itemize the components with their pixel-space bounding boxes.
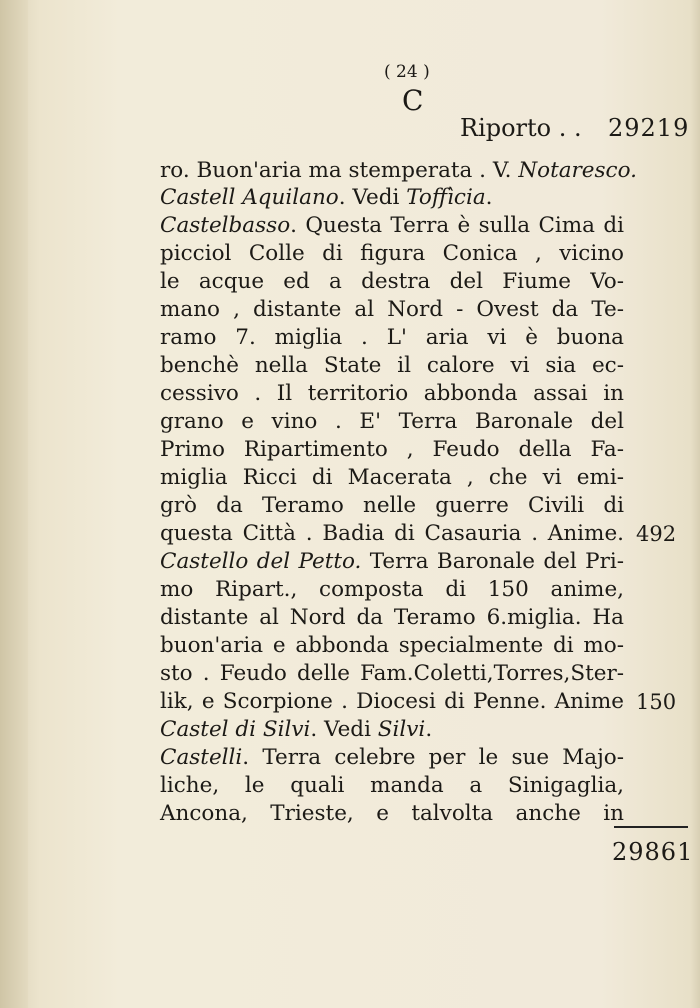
entry-castelbasso: Castelbasso. Questa Terra è sulla Cima di <box>160 213 624 238</box>
signature-mark: C <box>402 84 424 117</box>
text-line: buon'aria e abbonda specialmente di mo- <box>160 633 624 658</box>
text-line: Primo Ripartimento , Feudo della Fa- <box>160 437 624 462</box>
text-line: miglia Ricci di Macerata , che vi emi- <box>160 465 624 490</box>
page-number: ( 24 ) <box>384 62 430 82</box>
text-line: benchè nella State il calore vi sia ec- <box>160 353 624 378</box>
text-line: mano , distante al Nord - Ovest da Te- <box>160 297 624 322</box>
text-line: Ancona, Trieste, e talvolta anche in <box>160 801 624 826</box>
page-spine-shadow <box>0 0 28 1008</box>
text-line: grò da Teramo nelle guerre Civili di <box>160 493 624 518</box>
total-rule <box>614 826 688 828</box>
text-line: liche, le quali manda a Sinigaglia, <box>160 773 624 798</box>
anime-count: 150 <box>636 690 677 714</box>
entry-castelli: Castelli. Terra celebre per le sue Majo- <box>160 745 624 770</box>
riporto-value: 29219 <box>608 114 690 142</box>
text-line: lik, e Scorpione . Diocesi di Penne. Anime <box>160 689 624 714</box>
text-line: cessivo . Il territorio abbonda assai in <box>160 381 624 406</box>
anime-count: 492 <box>636 522 677 546</box>
page-total: 29861 <box>612 838 694 866</box>
text-line: grano e vino . E' Terra Baronale del <box>160 409 624 434</box>
text-line: picciol Colle di figura Conica , vicino <box>160 241 624 266</box>
entry-castel-di-silvi: Castel di Silvi. Vedi Silvi. <box>160 717 433 742</box>
text-line: mo Ripart., composta di 150 anime, <box>160 577 624 602</box>
text-line: le acque ed a destra del Fiume Vo- <box>160 269 624 294</box>
entry-castello-del-petto: Castello del Petto. Terra Baronale del Pri- <box>160 549 624 574</box>
riporto-label: Riporto . . <box>460 114 582 142</box>
text-line: distante al Nord da Teramo 6.miglia. Ha <box>160 605 624 630</box>
text-line: ro. Buon'aria ma stemperata . V. Notaresco. <box>160 158 638 183</box>
text-line: questa Città . Badia di Casauria . Anime. <box>160 521 624 546</box>
text-line: sto . Feudo delle Fam.Coletti,Torres,Ster- <box>160 661 624 686</box>
entry-castell-aquilano: Castell Aquilano. Vedi Toffìcia. <box>160 185 493 210</box>
text-line: ramo 7. miglia . L' aria vi è buona <box>160 325 624 350</box>
